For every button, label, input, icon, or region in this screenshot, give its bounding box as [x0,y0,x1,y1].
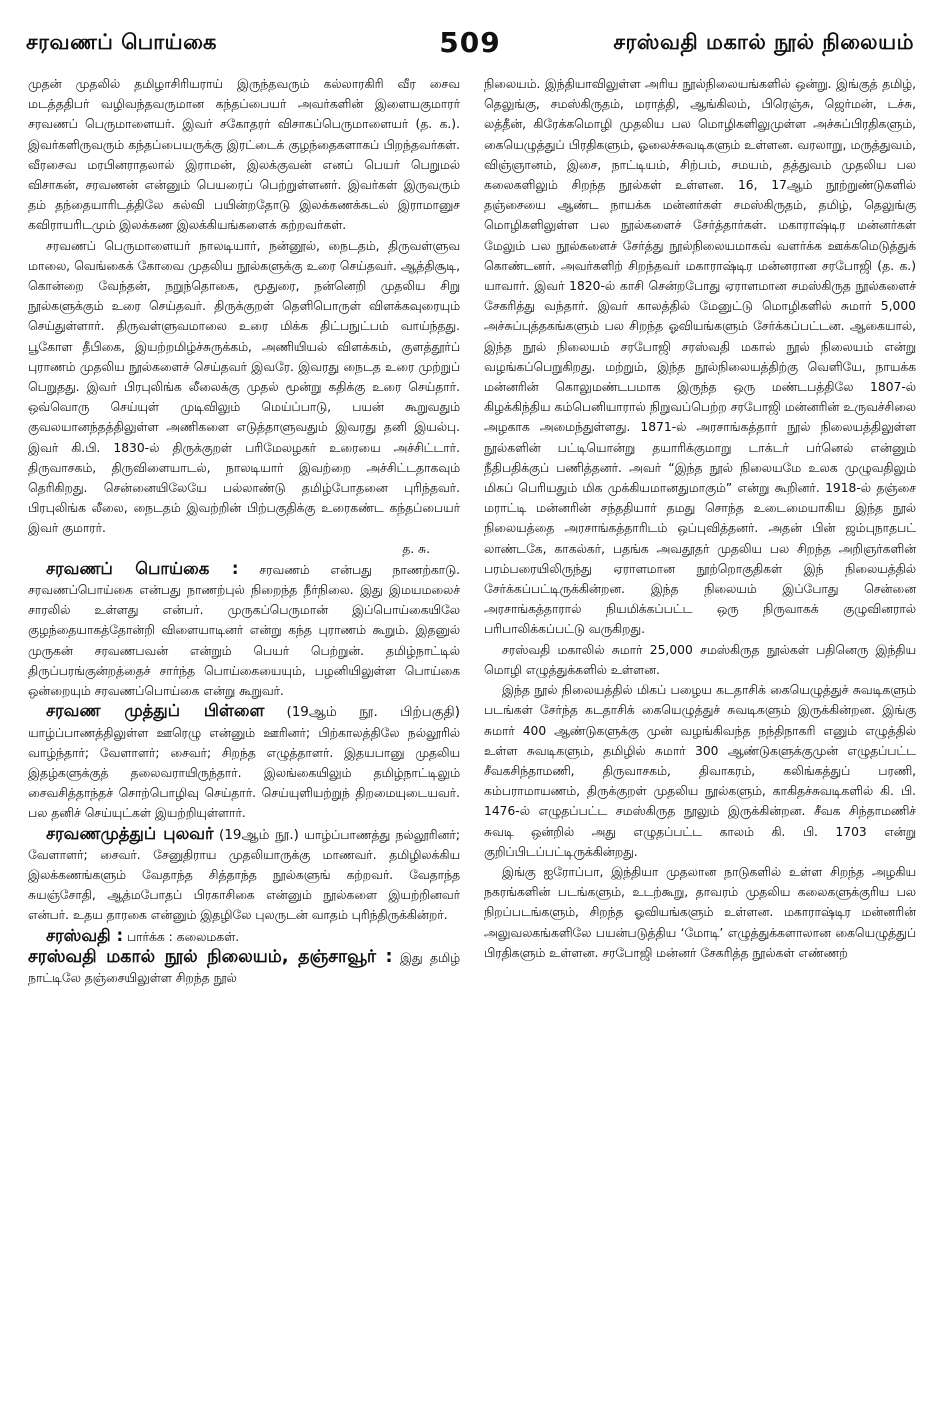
entry-saravana-muthu-pillai [28,701,460,823]
entry-text: பார்க்க : கலைமகள். [126,929,240,944]
entry-period: (19ஆம் நூ. பிற்பகுதி) [286,704,460,721]
header-left-entry: சரவணப் பொய்கை [26,30,217,54]
entry-text: யாழ்ப்பாணத்து நல்லூரினர்; வேளாளர்; சைவர். சேனுதிராய முதலியாருக்கு மாணவர். தமிழிலக்கிய இலக்கணங்களும் வேதாந்த சித்தாந்த நூல்களுங் கற்றவர். வேதாந்த சுயஞ்சோதி, ஆத்மபோதப் பிரகாசிகை என்னும் நூல்களை இயற்றினவர் என்பர். உதய தாரகை என்னும் இதழிலே புலருடன் வாதம் புரிந்திருக்கின்றர். [28,827,460,923]
entry-headword: சரவணப் பொய்கை : [46,558,239,578]
header-right-entry: சரஸ்வதி மகால் நூல் நிலையம் [613,30,914,54]
entry-saravana-muthu-pulavar [28,824,460,926]
page-number: 509 [439,26,501,59]
entry-headword: சரஸ்வதி : [46,925,124,945]
paragraph-text: சரவணப் பெருமாளையர் நாலடியார், நன்னூல், நைடதம், திருவள்ளுவ மாலை, வெங்கைக் கோவை முதலிய நூல்களுக்கு உரை செய்தவர். ஆத்திசூடி, கொன்றை வேந்தன், நறுந்தொகை, மூதுரை, நன்னெறி முதலிய சிறு நூல்களுக்கும் உரை செய்தவர். திருக்குறள் தெளிபொருள் விளக்கவுரையும் செய்துள்ளார். திருவள்ளுவமாலை உரை மிக்க திட்பநுட்பம் வாய்ந்தது. பூகோள தீபிகை, இயற்றமிழ்ச்சுருக்கம், அணியியல் விளக்கம், குளத்தூர்ப் புராணம் முதலிய நூல்களைச் செய்தவர் இவரே. இவரது நைடத உரை முற்றுப் பெறுதது. இவர் பிரபுலிங்க லீலைக்கு முதல் மூன்று கதிக்கு உரை செய்தார். ஒவ்வொரு செய்யுள் முடிவிலும் மெய்ப்பாடு, பயன் கூறுவதும் குவலயானந்தத்திலுள்ள அணிகளை எடுத்தாளுவதும் இவரது தனி இயல்பு. இவர் கி.பி. 1830-ல் திருக்குறள் பரிமேலழகர் உரையை அச்சிட்டார். திருவாசகம், திருவிளையாடல், நாலடியார் இவற்றை அச்சிட்டதாகவும் தெரிகிறது. சென்னையிலேயே பல்லாண்டு தமிழ்போதனை புரிந்தவர். பிரபுலிங்க லீலை, நைடதம் இவற்றின் பிற்பகுதிக்கு உரைகண்ட கந்தப்பையர் இவர் குமாரர். [28,238,460,536]
entry-period: (19ஆம் நூ.) [219,826,299,843]
entry-text: இது தமிழ் நாட்டிலே தஞ்சையிலுள்ள சிறந்த நூல் [28,950,460,985]
right-column [484,74,916,1414]
paragraph: இங்கு ஐரோப்பா, இந்தியா முதலான நாடுகளில் உள்ள சிறந்த அழகிய நகரங்களின் படங்களும், உடற்கூறு, தாவரம் முதலிய கலைகளுக்குரிய பல நிறப்படங்களும், சிறந்த ஓவியங்களும் உள்ளன. மகாராஷ்டிர மன்னரின் அலுவலகங்களிலே பயன்படுத்திய ‘மோடி’ எழுத்துக்களாலான கையெழுத்துப் பிரதிகளும் உள்ளன. சரபோஜி மன்னர் சேகரித்த நூல்கள் எண்ணற் [484,864,916,960]
entry-saravana-poygai [28,559,460,701]
paragraph: முதன் முதலில் தமிழாசிரியராய் இருந்தவரும் கல்லாரகிரி வீர சைவ மடத்ததிபர் வழிவந்தவருமான கந்தப்பையர் அவர்களின் இளையகுமாரர் சரவணப் பெருமாளையர். இவர் சகோதரர் விசாகப்பெருமாளையர் (த. க.). இவர்களிருவரும் கந்தப்பையருக்கு இரட்டைக் குழந்தைகளாகப் பிறந்தவர்கள். வீரசைவ மரபினராதலால் இராமன், இலக்குவன் எனப் பெயர் பெறுமல் விசாகன், சரவணன் என்னும் பெயரைப் பெற்றுள்ளனர். இவர்கள் இருவரும் தம் தந்தையாரிடத்திலே கல்வி பயின்றதோடு இலக்கணக்கடல் இராமானுச கவிராயரிடமும் இலக்கண இலக்கியங்களைக் கற்றவர்கள். [28,77,460,233]
paragraph: இந்த நூல் நிலையத்தில் மிகப் பழைய கடதாசிக் கையெழுத்துச் சுவடிகளும் படங்கள் சேர்ந்த கடதாசிக் கையெழுத்துச் சுவடிகளும் இருக்கின்றன. இங்கு சுமார் 400 ஆண்டுகளுக்கு முன் வழங்கிவந்த நந்திநாகரி எனும் எழுத்தில் உள்ள சுவடிகளும், தமிழில் சுமார் 300 ஆண்டுகளுக்குமுன் எழுதப்பட்ட சீவகசிந்தாமணி, திருவாசகம், திவாகரம், கலிங்கத்துப் பரணி, கம்பராமாயணம், திருக்குறள் முதலிய நூல்களும், காகிதச்சுவடிகளில் கி. பி. 1476-ல் எழுதப்பட்ட சமஸ்கிருத நூலும் இருக்கின்றன. சீவக சிந்தாமணிச் சுவடி ஒன்றில் அது எழுதப்பட்ட காலம் கி. பி. 1703 என்று குறிப்பிடப்பட்டிருக்கின்றது. [484,683,916,859]
entry-saraswathi [28,926,460,947]
running-header [26,26,914,66]
author-signature: த. சு. [402,541,430,556]
entry-headword: சரவணமுத்துப் புலவர் [46,823,214,843]
entry-saraswathi-mahal [28,947,460,988]
left-column [28,74,460,1414]
paragraph: சரஸ்வதி மகாலில் சுமார் 25,000 சமஸ்கிருத நூல்கள் பதினெரு இந்திய மொழி எழுத்துக்களில் உள்ளன. [484,642,916,677]
entry-headword: சரவண முத்துப் பிள்ளை [46,701,265,721]
paragraph [28,236,460,539]
entry-text: யாழ்ப்பாணத்திலுள்ள ஊரெழு என்னும் ஊரினர்; பிற்காலத்திலே நல்லூரில் வாழ்ந்தார்; வேளாளர்; சைவர்; சிறந்த எழுத்தாளர். இதயபானு முதலிய இதழ்களுக்குத் தலைவராயிருந்தார். இலங்கையிலும் தமிழ்நாட்டிலும் சைவசித்தாந்தச் சொற்பொழிவு செய்தார். செய்யுளியற்றுந் திறமையுடையவர். பல தனிச் செய்யுட்கள் இயற்றியுள்ளார். [28,725,460,821]
entry-headword: சரஸ்வதி மகால் நூல் நிலையம், தஞ்சாவூர் : [28,946,393,967]
paragraph: நிலையம். இந்தியாவிலுள்ள அரிய நூல்நிலையங்களில் ஒன்று. இங்குத் தமிழ், தெலுங்கு, சமஸ்கிருதம், மராத்தி, ஆங்கிலம், பிரெஞ்சு, ஜெர்மன், டச்சு, லத்தீன், கிரேக்கமொழி முதலிய பல மொழிகளிலுமுள்ள அச்சுப்பிரதிகளும், கையெழுத்துப் பிரதிகளும், ஓலைச்சுவடிகளும் உள்ளன. வரலாறு, மருத்துவம், விஞ்ஞானம், இசை, நாட்டியம், சிற்பம், சமயம், தத்துவம் முதலிய பல கலைகளிலும் சிறந்த நூல்கள் உள்ளன. 16, 17ஆம் நூற்றுண்டுகளில் தஞ்சையை ஆண்ட நாயக்க மன்னர்கள் சமஸ்கிருதம், தமிழ், தெலுங்கு மொழிகளிலுள்ள பல நூல்களைச் சேர்த்தார்கள். மகாராஷ்டிர மன்னர்கள் மேலும் பல நூல்களைச் சேர்த்து நூல்நிலையமாகவ் வளர்க்க ஊக்கமெடுத்துக் கொண்டனர். அவர்களிற் சிறந்தவர் மகாராஷ்டிர மன்னரான சரபோஜி (த. க.) யாவார். இவர் 1820-ல் காசி சென்றபோது ஏராளமான சமஸ்கிருத நூல்களைச் சேகரித்து வந்தார். இவர் காலத்தில் மேனுட்டு மொழிகளில் சுமார் 5,000 அச்சுப்புத்தகங்களும் பல சிறந்த ஓவியங்களும் சேர்க்கப்பட்டன. ஆகையால், இந்த நூல் நிலையம் சரபோஜி சரஸ்வதி மகால் நூல் நிலையம் என்று வழங்கப்பெறுகிறது. மற்றும், இந்த நூல்நிலையத்திற்கு வெளியே, நாயக்க மன்னரின் கொலுமண்டபமாக இருந்த ஒரு மண்டபத்திலே 1807-ல் கிழக்கிந்திய கம்பெனியாரால் நிறுவப்பெற்ற சரபோஜி மன்னரின் உருவச்சிலை அழகாக அமைந்துள்ளது. 1871-ல் அரசாங்கத்தார் நூல் நிலையத்திலுள்ள நூல்களின் பட்டியொன்று தயாரிக்குமாறு டாக்டர் பர்னெல் என்னும் நீதிபதிக்குப் பணித்தனர். அவர் “இந்த நூல் நிலையமே உலக முழுவதிலும் மிகப் பெரியதும் மிக முக்கியமானதுமாகும்” என்று கூறினர். 1918-ல் தஞ்சை மராட்டி மன்னரின் சந்ததியார் தமது சொந்த உடைமையாகிய இந்த நூல் நிலையத்தை அரசாங்கத்தாரிடம் ஒப்புவித்தனர். அதன் பின் ஜம்புநாதபட் லாண்டகே, காகல்கர், பதங்க அவதூதர் முதலிய பல சிறந்த அறிஞர்களின் பரம்பரையிலிருந்து ஏராளமான நூற்றொகுதிகள் இந் நிலையத்தில் சேர்க்கப்பட்டிருக்கின்றன. இந்த நிலையம் இப்போது சென்னை அரசாங்கத்தாரால் நியமிக்கப்பட்ட ஒரு நிருவாகக் குழுவினரால் பரிபாலிக்கப்பட்டு வருகிறது. [484,77,916,637]
entry-text: சரவணம் என்பது நாணற்காடு. சரவணப்பொய்கை என்பது நாணற்புல் நிறைந்த நீர்நிலை. இது இமயமலைச் சாரலில் உள்ளது என்பர். முருகப்பெருமான் இப்பொய்கையிலே குழந்தையாகத்தோன்றி விளையாடினர் என்று கந்த புராணம் கூறும். இதனுல் முருகன் சரவணபவன் என்றும் பெயர் பெற்றுன். தமிழ்நாட்டில் திருப்பரங்குன்றத்தைச் சார்ந்த பொய்கையையும், பழனியிலுள்ள பொய்கை ஒன்றையும் சரவணப்பொய்கை என்று கூறுவர். [28,562,460,699]
